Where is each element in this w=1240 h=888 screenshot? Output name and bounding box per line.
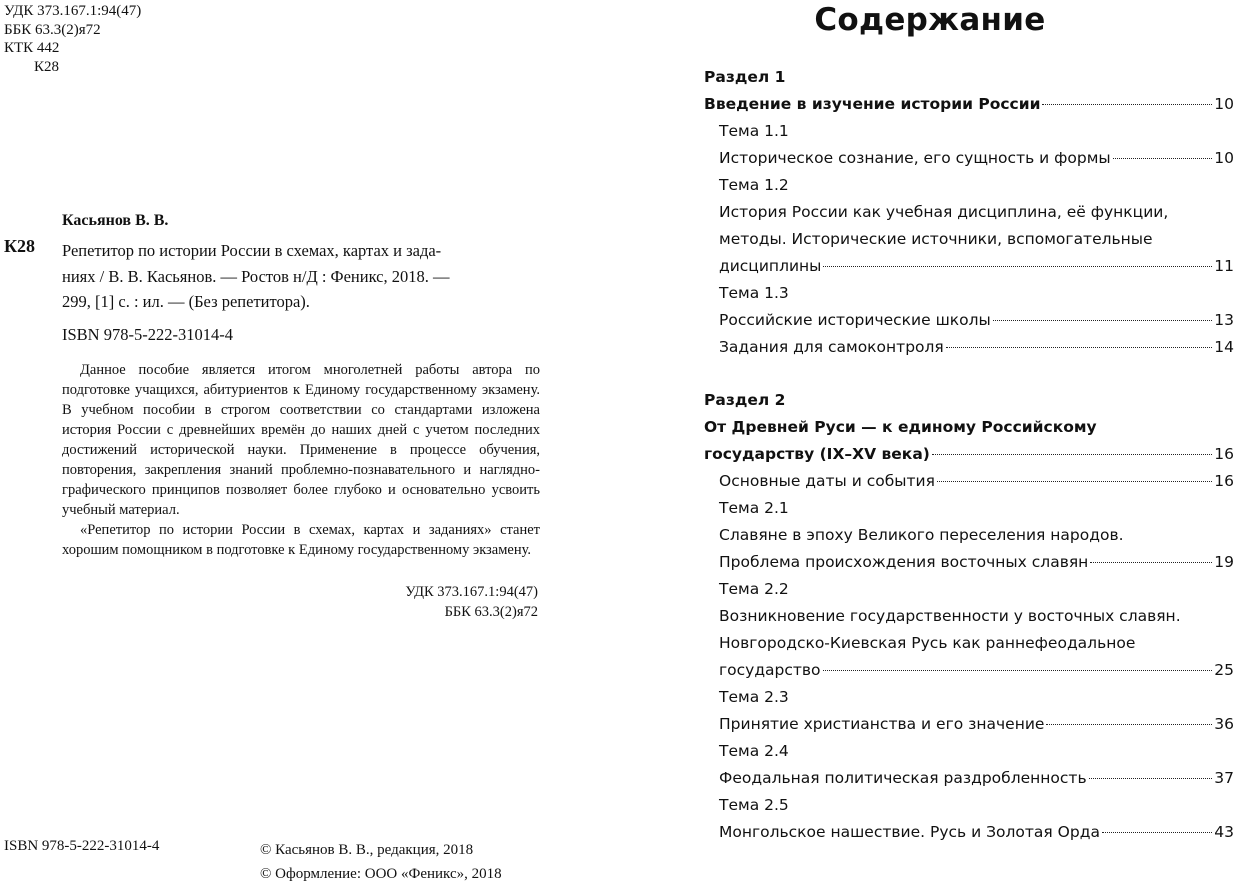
toc-page-number: 43 [1214,823,1234,841]
toc-heading [704,603,1234,630]
toc-entry-text: Основные даты и события [719,472,935,490]
toc-heading [704,495,1234,522]
toc-entry [704,307,1234,334]
toc-entry-text: Тема 2.3 [719,688,789,706]
toc-entry-text: От Древней Руси — к единому Российскому [704,418,1097,436]
toc-heading [704,684,1234,711]
abstract-paragraph: Данное пособие является итогом многолетней работы автора по подготовке учащихся, абитуриентов к Единому государственному экзамену. В учебном пособии в строгом соответствии со стандартами изложена история России с древнейших времён до наших дней с учетом последних достижений исторической науки. Применение в процессе обучения, повторения, закрепления знаний проблемно-познавательного и наглядно-графического принципов позволяет более глубоко и основательно усвоить учебный материал. [62,362,540,518]
toc-entry [704,441,1234,468]
toc-entry [704,549,1234,576]
isbn: ISBN 978-5-222-31014-4 [62,325,233,344]
toc-entry [704,765,1234,792]
toc-entry [704,145,1234,172]
toc-heading [704,522,1234,549]
toc-entry-text: Монгольское нашествие. Русь и Золотая Орда [719,823,1100,841]
toc-page-number: 14 [1214,338,1234,356]
toc-heading [704,738,1234,765]
toc-entry-text: Возникновение государственности у восточных славян. [719,607,1181,625]
toc-entry [704,819,1234,846]
toc-heading [704,199,1234,226]
author-cipher: К28 [4,236,36,256]
biblio-line: 299, [1] с. : ил. — (Без репетитора). [62,292,310,311]
toc-heading [704,280,1234,307]
biblio-line: ниях / В. В. Касьянов. — Ростов н/Д : Феникс, 2018. — [62,266,450,286]
copyright-line: © Касьянов В. В., редакция, 2018 [260,842,474,858]
toc-page-number: 36 [1214,715,1234,733]
toc-entry-text: Российские исторические школы [719,311,991,329]
isbn-footer: ISBN 978-5-222-31014-4 [4,838,160,854]
toc-entry-text: Тема 2.1 [719,499,789,517]
dot-leader [1090,562,1212,563]
toc-entry-text: Тема 1.2 [719,176,789,194]
toc-entry [704,91,1234,118]
toc-entry-text: Раздел 2 [704,391,786,409]
author-name: Касьянов В. В. [62,212,169,229]
toc-entry [704,711,1234,738]
author-mark: К28 [34,58,60,75]
dot-leader [1113,158,1213,159]
toc-heading [704,118,1234,145]
toc-entry-text: Тема 2.2 [719,580,789,598]
bbk-code: ББК 63.3(2)я72 [444,604,538,620]
dot-leader [1102,832,1212,833]
toc-entry [704,253,1234,280]
page-title: Содержание [814,2,1046,38]
toc-entry-text: государству (IX–XV века) [704,445,930,463]
toc-heading [704,387,1234,414]
toc-entry-text: Тема 2.4 [719,742,789,760]
toc-heading [704,792,1234,819]
toc-entry [704,334,1234,361]
dot-leader [823,670,1213,671]
copyright [260,838,502,886]
abstract-paragraph: «Репетитор по истории России в схемах, картах и заданиях» станет хорошим помощником в подготовке к Единому государственному экзамену. [62,522,540,558]
contents-page [620,0,1240,888]
biblio-line: Репетитор по истории России в схемах, картах и зада- [62,241,442,260]
toc-entry-text: Задания для самоконтроля [719,338,944,356]
toc-entry-text: Историческое сознание, его сущность и формы [719,149,1111,167]
abstract [62,360,540,560]
toc-heading [704,226,1234,253]
toc-entry-text: Тема 2.5 [719,796,789,814]
toc-entry-text: Раздел 1 [704,68,786,86]
table-of-contents [704,64,1234,846]
toc-heading [704,576,1234,603]
toc-heading [704,630,1234,657]
dot-leader [1046,724,1212,725]
toc-page-number: 10 [1214,149,1234,167]
toc-entry-text: Введение в изучение истории России [704,95,1041,113]
toc-page-number: 25 [1214,661,1234,679]
toc-page-number: 16 [1214,472,1234,490]
toc-heading [704,172,1234,199]
toc-entry-text: Проблема происхождения восточных славян [719,553,1089,571]
copyright-line: © Оформление: ООО «Феникс», 2018 [260,866,502,882]
toc-page-number: 16 [1214,445,1234,463]
toc-heading [704,64,1234,91]
dot-leader [823,266,1212,267]
bibliographic-description [62,238,540,315]
toc-entry [704,657,1234,684]
dot-leader [946,347,1213,348]
bbk-code: ББК 63.3(2)я72 [4,21,101,38]
toc-entry-text: История России как учебная дисциплина, её функции, [719,203,1169,221]
toc-entry-text: Тема 1.3 [719,284,789,302]
dot-leader [993,320,1213,321]
dot-leader [937,481,1212,482]
toc-entry-text: государство [719,661,821,679]
dot-leader [1042,104,1212,105]
udc-code: УДК 373.167.1:94(47) [4,3,142,19]
toc-page-number: 13 [1214,311,1234,329]
toc-heading [704,414,1234,441]
dot-leader [932,454,1212,455]
toc-entry-text: методы. Исторические источники, вспомогательные [719,230,1153,248]
toc-entry-text: Славяне в эпоху Великого переселения народов. [719,526,1124,544]
toc-entry-text: Принятие христианства и его значение [719,715,1045,733]
toc-entry-text: Феодальная политическая раздробленность [719,769,1087,787]
toc-entry-text: Новгородско-Киевская Русь как раннефеодальное [719,634,1136,652]
abstract-codes [405,582,538,622]
toc-page-number: 10 [1214,95,1234,113]
ktk-code: КТК 442 [4,40,60,56]
toc-page-number: 19 [1214,553,1234,571]
toc-entry [704,468,1234,495]
toc-entry-text: Тема 1.1 [719,122,789,140]
udc-code: УДК 373.167.1:94(47) [405,584,538,600]
toc-page-number: 37 [1214,769,1234,787]
toc-page-number: 11 [1214,257,1234,275]
toc-entry-text: дисциплины [719,257,822,275]
classification-codes [4,2,141,76]
dot-leader [1089,778,1213,779]
